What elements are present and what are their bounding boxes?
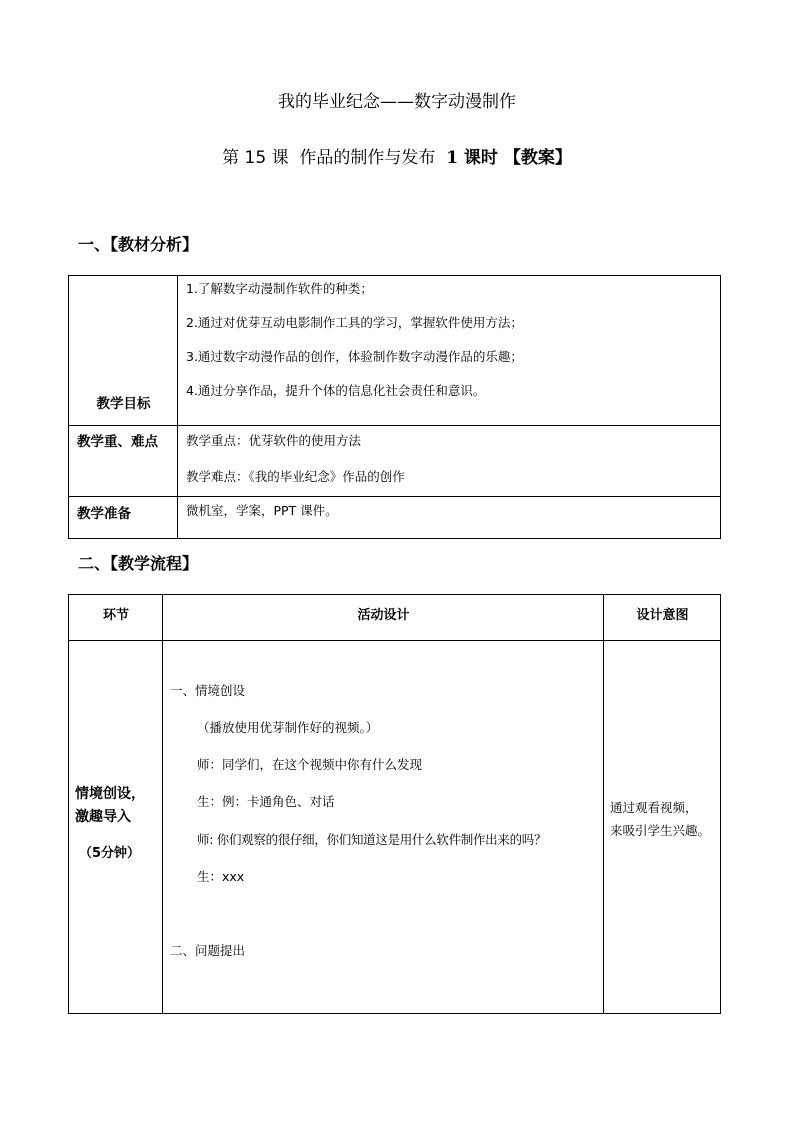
intent-cell (604, 641, 721, 1014)
content-line: 教学重点：优芽软件的使用方法 (186, 433, 362, 448)
content-cell (178, 426, 721, 497)
content-cell (178, 497, 721, 539)
content-line: 2.通过对优芽互动电影制作工具的学习，掌握软件使用方法； (186, 315, 523, 330)
activity-cell (163, 641, 604, 1014)
stage-cell (69, 641, 163, 1014)
header-cell (604, 595, 721, 641)
activity-line: （播放使用优芽制作好的视频。） (197, 720, 379, 735)
table-row (69, 497, 721, 539)
stage-text: 情境创设， (75, 786, 145, 802)
label-cell (69, 276, 178, 426)
content-line: 3.通过数字动漫作品的创作，体验制作数字动漫作品的乐趣； (186, 349, 523, 364)
label-cell (69, 497, 178, 539)
activity-line: 生：xxx (197, 869, 245, 884)
activity-line: 生：例：卡通角色、对话 (197, 794, 335, 809)
header-cell (69, 595, 163, 641)
table-row (69, 426, 721, 497)
section-heading-process: 二、【教学流程】 (78, 554, 199, 573)
stage-duration: （5分钟） (79, 846, 141, 861)
row-label: 教学准备 (77, 506, 131, 522)
header-intent: 设计意图 (636, 608, 689, 623)
process-table (68, 594, 721, 1014)
table-row (69, 641, 721, 1014)
content-line: 教学难点：《我的毕业纪念》作品的创作 (186, 469, 405, 484)
stage-text: 激趣导入 (75, 809, 131, 825)
section-heading-analysis: 一、【教材分析】 (78, 235, 199, 254)
content-line: 4.通过分享作品，提升个体的信息化社会责任和意识。 (186, 383, 486, 398)
intent-line: 来吸引学生兴趣。 (610, 823, 711, 838)
header-activity: 活动设计 (357, 608, 410, 623)
activity-line: 一、情境创设 (170, 683, 246, 698)
lesson-hours: 1 课时 【教案】 (446, 148, 572, 168)
table-header-row (69, 595, 721, 641)
content-line: 1.了解数字动漫制作软件的种类； (186, 281, 373, 296)
content-cell (178, 276, 721, 426)
document-title: 我的毕业纪念——数字动漫制作 (278, 92, 516, 112)
activity-line: 二、问题提出 (170, 943, 246, 958)
intent-line: 通过观看视频， (610, 800, 698, 815)
lesson-title (0, 143, 794, 168)
activity-line: 师: 你们观察的很仔细，你们知道这是用什么软件制作出来的吗？ (197, 832, 547, 847)
label-cell (69, 426, 178, 497)
table-row (69, 276, 721, 426)
analysis-table (68, 275, 721, 539)
content-line: 微机室，学案，PPT 课件。 (186, 503, 338, 518)
row-label: 教学重、难点 (77, 434, 158, 450)
lesson-number: 第 15 课 作品的制作与发布 (222, 148, 447, 168)
activity-line: 师：同学们，在这个视频中你有什么发现 (197, 757, 423, 772)
row-label: 教学目标 (96, 396, 151, 412)
header-cell (163, 595, 604, 641)
header-stage: 环节 (102, 608, 129, 623)
